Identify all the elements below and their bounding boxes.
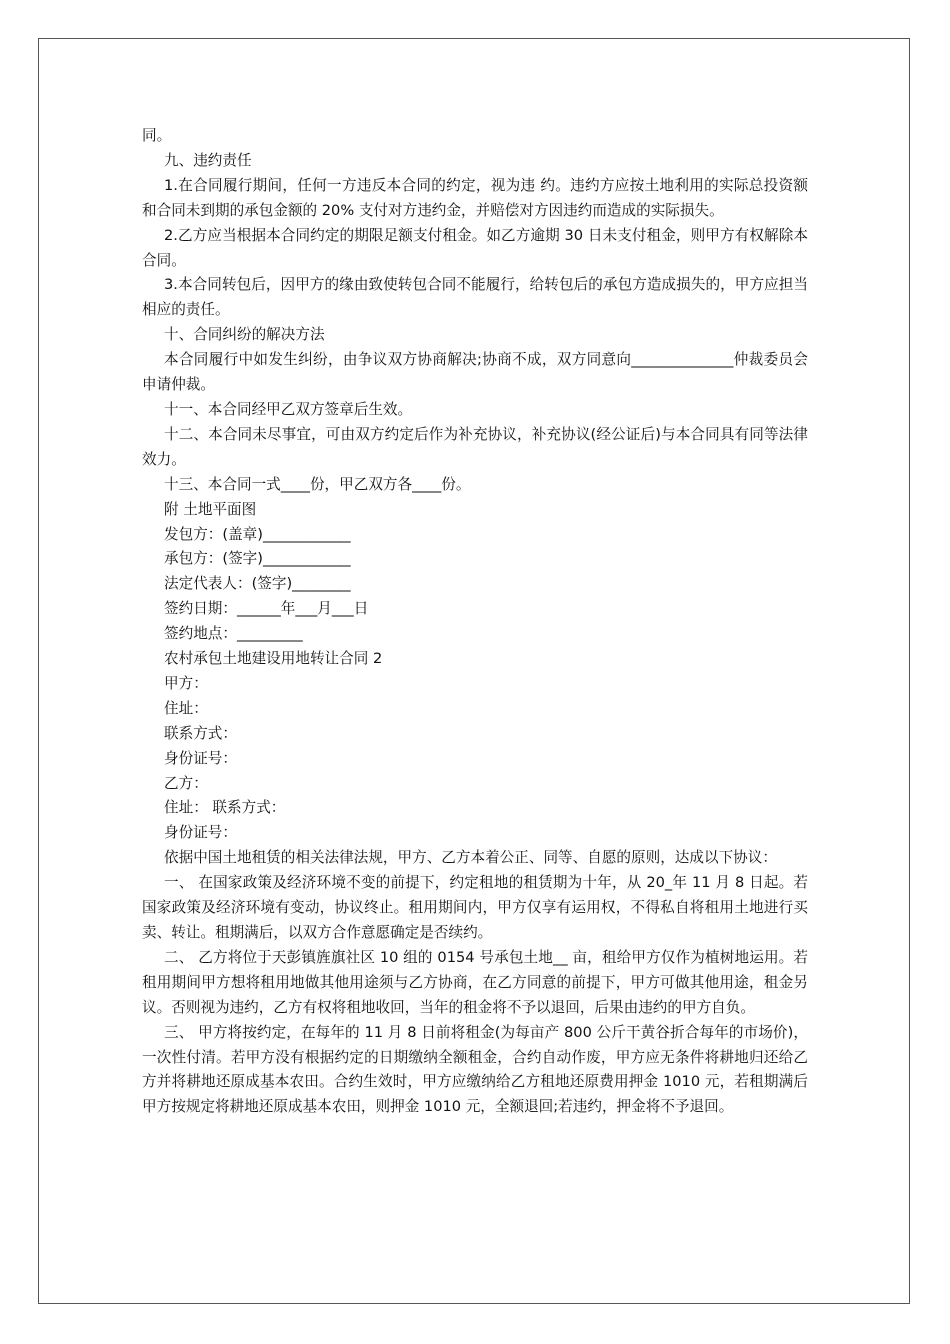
paragraph-continuation: 同。 [142,127,172,144]
party-a-id: 身份证号： [164,749,237,767]
clause-breach-2: 2.乙方应当根据本合同约定的期限足额支付租金。如乙方逾期 30 日未支付租金，则甲方有权解除本合同。 [142,226,808,269]
attachment-line: 附 土地平面图 [164,500,257,518]
clause-effective: 十一、本合同经甲乙双方签章后生效。 [164,400,413,418]
clause-breach-1: 1.在合同履行期间，任何一方违反本合同的约定，视为违 约。违约方应按土地利用的实际总投资额和合同未到期的承包金额的 20% 支付对方违约金，并赔偿对方因违约而造成的实际损失。 [142,176,808,219]
clause-land-use: 二、 乙方将位于天彭镇旌旗社区 10 组的 0154 号承包土地__ 亩，租给甲方仅作为植树地运用。若租用期间甲方想将租用地做其他用途须与乙方协商，在乙方同意的前提下，甲方可做其他用途，租金另议。否则视为违约，乙方有权将租地收回，当年的租金将不予以退回，后果由违约的甲方自负。 [142,948,809,1016]
signature-contractor: 承包方：(签字)____________ [164,550,351,568]
party-a-label: 甲方： [164,674,208,692]
clause-rent: 三、 甲方将按约定，在每年的 11 月 8 日前将租金(为每亩产 800 公斤干黄谷折合每年的市场价)，一次性付清。若甲方没有根据约定的日期缴纳全额租金，合约自动作废，甲方应无条件将耕地归还给乙方并将耕地还原成基本农田。合约生效时，甲方应缴纳给乙方租地还原费用押金 1010 元，若租期满后甲方按规定将耕地还原成基本农田，则押金 1010 元，全额退回;若违约，押金将不予退回。 [142,1023,808,1116]
party-a-contact: 联系方式： [164,724,237,742]
clause-breach-3: 3.本合同转包后，因甲方的缘由致使转包合同不能履行，给转包后的承包方造成损失的，甲方应担当相应的责任。 [142,276,808,319]
section-heading-breach: 九、违约责任 [164,151,252,169]
clause-dispute: 本合同履行中如发生纠纷，由争议双方协商解决;协商不成，双方同意向______________仲裁委员会申请仲裁。 [142,351,808,394]
party-a-address: 住址： [164,699,208,717]
document-body [142,124,808,1120]
signature-issuer: 发包方：(盖章)____________ [164,525,351,543]
clause-copies: 十三、本合同一式____份，甲乙双方各____份。 [164,475,471,493]
party-b-address-contact: 住址： 联系方式： [164,799,286,817]
signing-date: 签约日期：______年___月___日 [164,600,369,618]
contract-2-title: 农村承包土地建设用地转让合同 2 [164,650,383,668]
signing-place: 签约地点：_________ [164,625,303,643]
clause-term: 一、 在国家政策及经济环境不变的前提下，约定租地的租赁期为十年，从 20_年 11 月 8 日起。若国家政策及经济环境有变动，协议终止。租用期间内，甲方仅享有运用权，不得私自将租用土地进行买卖、转让。租期满后，以双方合作意愿确定是否续约。 [142,874,808,941]
agreement-preamble: 依据中国土地租赁的相关法律法规，甲方、乙方本着公正、同等、自愿的原则，达成以下协议： [164,849,777,867]
party-b-id: 身份证号： [164,824,237,842]
clause-supplement: 十二、本合同未尽事宜，可由双方约定后作为补充协议，补充协议(经公证后)与本合同具有同等法律效力。 [142,425,808,468]
section-heading-dispute: 十、合同纠纷的解决方法 [164,326,325,344]
party-b-label: 乙方： [164,774,208,792]
signature-legal-rep: 法定代表人：(签字)________ [164,575,351,593]
